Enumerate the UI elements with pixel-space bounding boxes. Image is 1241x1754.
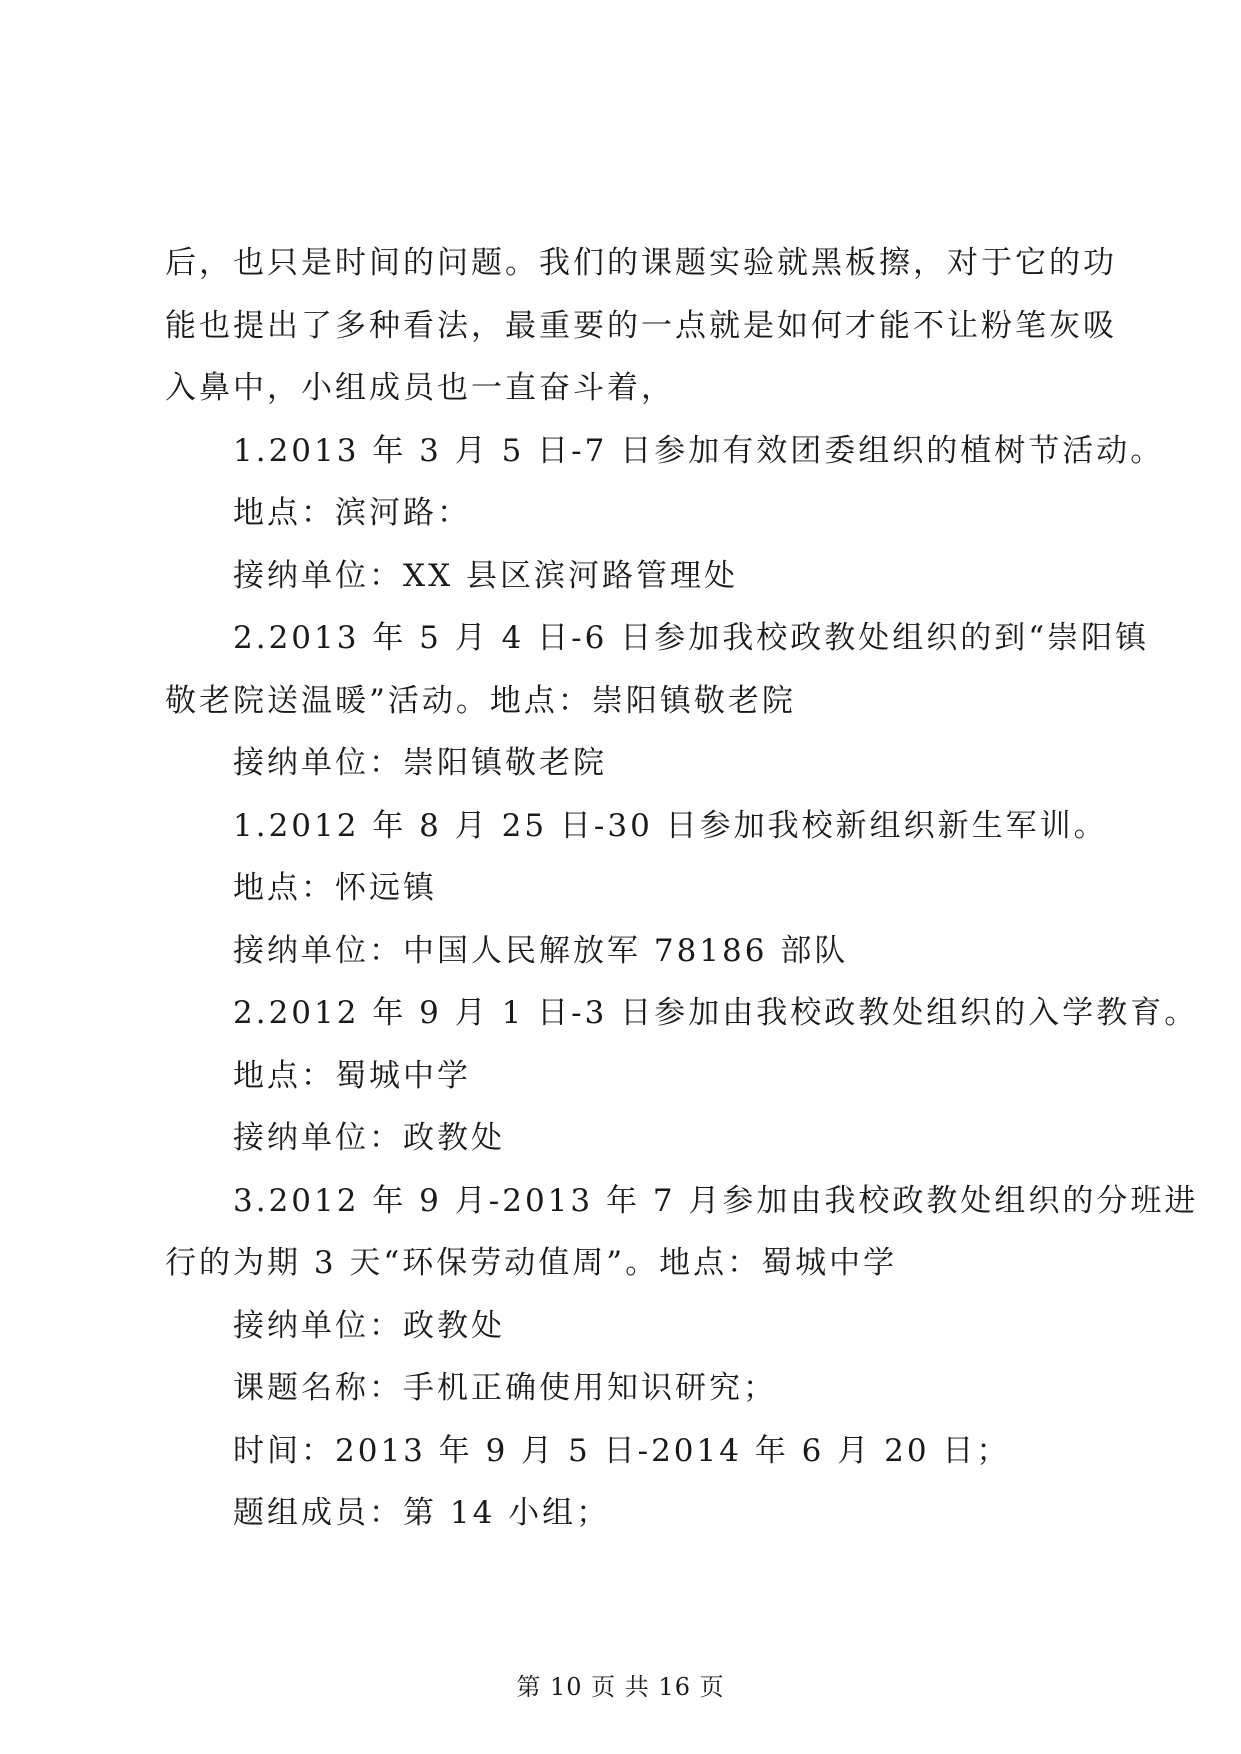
- text-line: 地点：蜀城中学: [233, 1057, 471, 1094]
- text-line: 入鼻中，小组成员也一直奋斗着，: [165, 370, 675, 406]
- text-line: 后，也只是时间的问题。我们的课题实验就黑板擦，对于它的功: [165, 245, 1117, 281]
- text-line: 2.2013 年 5 月 4 日-6 日参加我校政教处组织的到“崇阳镇: [233, 620, 1150, 656]
- text-line: 课题名称：手机正确使用知识研究；: [233, 1370, 777, 1406]
- text-line: 接纳单位：政教处: [233, 1120, 505, 1156]
- text-line: 地点：滨河路：: [233, 495, 471, 531]
- text-line: 1.2013 年 3 月 5 日-7 日参加有效团委组织的植树节活动。: [233, 432, 1165, 469]
- text-line: 1.2012 年 8 月 25 日-30 日参加我校新组织新生军训。: [233, 807, 1108, 844]
- text-line: 敬老院送温暖”活动。地点：崇阳镇敬老院: [165, 682, 796, 719]
- text-line: 2.2012 年 9 月 1 日-3 日参加由我校政教处组织的入学教育。: [233, 995, 1199, 1031]
- text-line: 3.2012 年 9 月-2013 年 7 月参加由我校政教处组织的分班进: [233, 1182, 1199, 1219]
- text-line: 接纳单位：XX 县区滨河路管理处: [233, 557, 738, 594]
- text-line: 地点：怀远镇: [233, 870, 437, 906]
- text-line: 题组成员：第 14 小组；: [233, 1495, 611, 1531]
- page-footer: 第 10 页 共 16 页: [516, 1673, 725, 1701]
- text-line: 时间：2013 年 9 月 5 日-2014 年 6 月 20 日；: [233, 1432, 1011, 1469]
- text-line: 接纳单位：政教处: [233, 1307, 505, 1344]
- text-line: 接纳单位：中国人民解放军 78186 部队: [233, 932, 849, 969]
- text-line: 能也提出了多种看法，最重要的一点就是如何才能不让粉笔灰吸: [165, 307, 1117, 344]
- document-body: [165, 232, 1199, 1545]
- text-line: 接纳单位：崇阳镇敬老院: [233, 745, 607, 781]
- text-line: 行的为期 3 天“环保劳动值周”。地点：蜀城中学: [165, 1245, 898, 1281]
